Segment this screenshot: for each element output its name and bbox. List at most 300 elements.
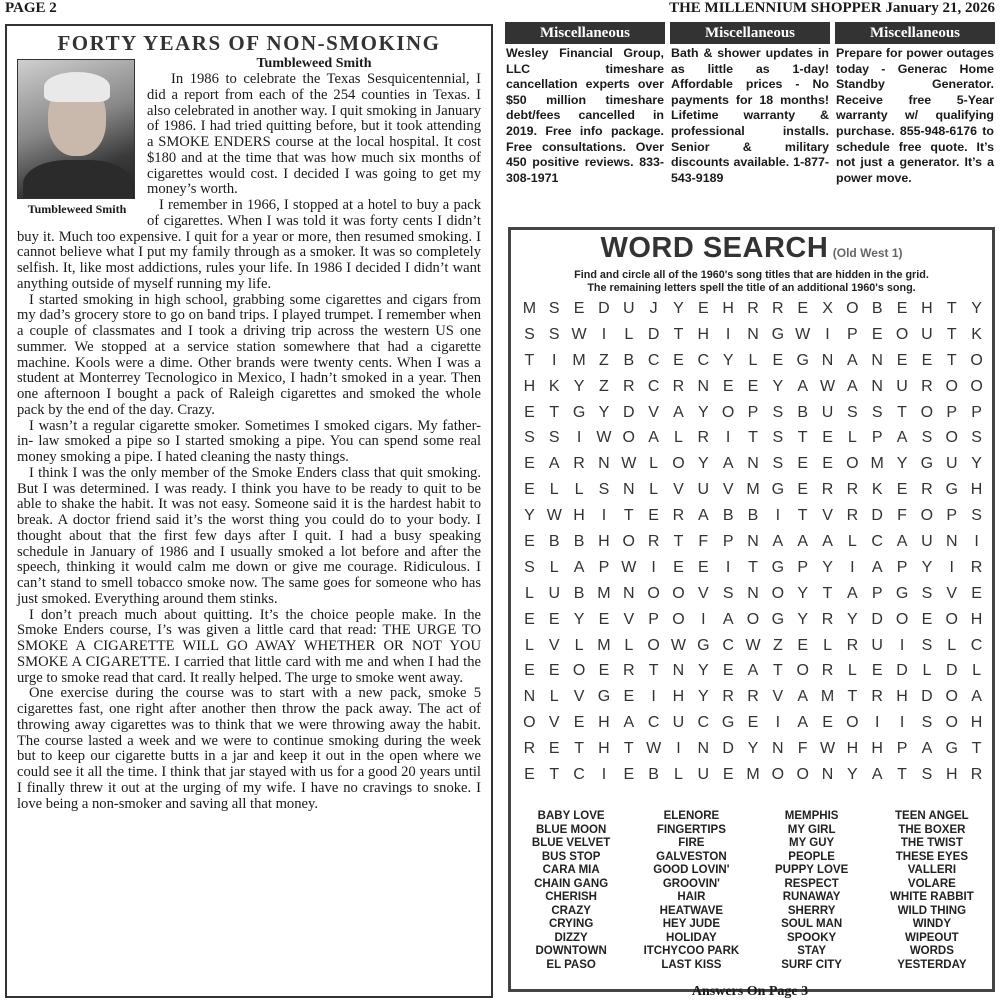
- grid-letter[interactable]: K: [871, 481, 883, 499]
- grid-letter[interactable]: E: [623, 688, 635, 706]
- grid-letter[interactable]: J: [649, 299, 658, 317]
- grid-letter[interactable]: N: [622, 481, 635, 499]
- grid-letter[interactable]: Y: [598, 403, 610, 421]
- grid-letter[interactable]: R: [672, 377, 685, 395]
- grid-letter[interactable]: S: [598, 481, 610, 499]
- grid-letter[interactable]: P: [747, 403, 759, 421]
- grid-letter[interactable]: I: [601, 765, 607, 783]
- grid-letter[interactable]: Y: [722, 351, 734, 369]
- grid-letter[interactable]: H: [846, 740, 859, 758]
- grid-letter[interactable]: Y: [524, 507, 535, 525]
- grid-letter[interactable]: A: [971, 688, 982, 706]
- grid-letter[interactable]: V: [697, 584, 709, 602]
- grid-letter[interactable]: E: [797, 481, 809, 499]
- grid-letter[interactable]: Y: [697, 403, 709, 421]
- grid-letter[interactable]: I: [601, 507, 607, 525]
- grid-letter[interactable]: O: [672, 610, 685, 628]
- grid-letter[interactable]: R: [921, 377, 933, 395]
- grid-letter[interactable]: D: [598, 299, 610, 317]
- grid-letter[interactable]: E: [971, 584, 982, 602]
- grid-letter[interactable]: R: [846, 507, 859, 525]
- grid-letter[interactable]: M: [597, 636, 611, 654]
- grid-letter[interactable]: P: [847, 325, 858, 343]
- grid-letter[interactable]: Y: [697, 455, 709, 473]
- grid-letter[interactable]: S: [548, 299, 560, 317]
- grid-letter[interactable]: I: [676, 740, 681, 758]
- grid-letter[interactable]: A: [871, 558, 883, 576]
- grid-letter[interactable]: R: [722, 688, 734, 706]
- grid-letter[interactable]: O: [846, 455, 859, 473]
- grid-letter[interactable]: E: [722, 662, 734, 680]
- grid-letter[interactable]: U: [896, 377, 908, 395]
- grid-letter[interactable]: Y: [971, 299, 982, 317]
- grid-letter[interactable]: G: [572, 403, 586, 421]
- grid-letter[interactable]: E: [524, 662, 535, 680]
- grid-letter[interactable]: H: [598, 532, 610, 550]
- grid-letter[interactable]: W: [646, 740, 662, 758]
- grid-letter[interactable]: V: [573, 688, 585, 706]
- grid-letter[interactable]: Y: [673, 299, 684, 317]
- grid-letter[interactable]: P: [797, 558, 809, 576]
- grid-letter[interactable]: E: [722, 377, 734, 395]
- grid-letter[interactable]: L: [549, 688, 559, 706]
- grid-letter[interactable]: S: [971, 507, 982, 525]
- grid-letter[interactable]: Z: [599, 351, 609, 369]
- grid-letter[interactable]: E: [548, 610, 560, 628]
- grid-letter[interactable]: N: [747, 325, 759, 343]
- grid-letter[interactable]: P: [722, 532, 734, 550]
- grid-letter[interactable]: O: [970, 377, 983, 395]
- grid-letter[interactable]: T: [797, 507, 808, 525]
- grid-letter[interactable]: B: [648, 765, 659, 783]
- grid-letter[interactable]: P: [896, 740, 908, 758]
- grid-letter[interactable]: C: [970, 636, 983, 654]
- grid-letter[interactable]: L: [922, 662, 932, 680]
- grid-letter[interactable]: V: [822, 507, 833, 525]
- grid-letter[interactable]: T: [549, 403, 560, 421]
- grid-letter[interactable]: A: [722, 455, 734, 473]
- grid-letter[interactable]: T: [946, 351, 957, 369]
- grid-letter[interactable]: I: [701, 610, 706, 628]
- grid-letter[interactable]: E: [648, 507, 659, 525]
- grid-letter[interactable]: T: [946, 325, 957, 343]
- grid-letter[interactable]: I: [725, 558, 731, 576]
- grid-letter[interactable]: Y: [797, 610, 809, 628]
- grid-letter[interactable]: E: [822, 429, 833, 447]
- grid-letter[interactable]: I: [825, 325, 830, 343]
- grid-letter[interactable]: G: [771, 558, 785, 576]
- grid-letter[interactable]: C: [697, 714, 710, 732]
- grid-letter[interactable]: Y: [921, 558, 933, 576]
- grid-letter[interactable]: U: [945, 455, 958, 473]
- grid-letter[interactable]: I: [899, 636, 905, 654]
- grid-letter[interactable]: W: [621, 558, 637, 576]
- grid-letter[interactable]: D: [871, 610, 883, 628]
- grid-letter[interactable]: N: [871, 377, 883, 395]
- grid-letter[interactable]: S: [524, 429, 535, 447]
- grid-letter[interactable]: I: [601, 325, 607, 343]
- grid-letter[interactable]: S: [524, 558, 535, 576]
- grid-letter[interactable]: E: [524, 610, 535, 628]
- grid-letter[interactable]: E: [598, 610, 610, 628]
- grid-letter[interactable]: S: [921, 636, 933, 654]
- grid-letter[interactable]: R: [821, 481, 834, 499]
- grid-letter[interactable]: H: [970, 610, 983, 628]
- grid-letter[interactable]: C: [722, 636, 734, 654]
- grid-letter[interactable]: O: [945, 714, 958, 732]
- grid-letter[interactable]: R: [970, 558, 983, 576]
- grid-letter[interactable]: I: [576, 429, 582, 447]
- grid-letter[interactable]: O: [771, 765, 785, 783]
- grid-letter[interactable]: B: [573, 532, 585, 550]
- grid-letter[interactable]: E: [524, 481, 535, 499]
- grid-letter[interactable]: G: [895, 584, 909, 602]
- grid-letter[interactable]: R: [622, 377, 635, 395]
- grid-letter[interactable]: R: [697, 429, 710, 447]
- grid-letter[interactable]: H: [722, 299, 734, 317]
- grid-letter[interactable]: L: [649, 455, 659, 473]
- grid-letter[interactable]: O: [920, 507, 934, 525]
- grid-letter[interactable]: U: [622, 299, 635, 317]
- grid-letter[interactable]: G: [721, 714, 735, 732]
- grid-letter[interactable]: W: [795, 325, 811, 343]
- grid-letter[interactable]: Z: [599, 377, 609, 395]
- grid-letter[interactable]: A: [772, 532, 784, 550]
- grid-letter[interactable]: E: [896, 351, 908, 369]
- grid-letter[interactable]: L: [847, 532, 857, 550]
- grid-letter[interactable]: E: [697, 299, 709, 317]
- grid-letter[interactable]: H: [921, 299, 933, 317]
- grid-letter[interactable]: O: [945, 688, 958, 706]
- grid-letter[interactable]: U: [921, 325, 933, 343]
- grid-letter[interactable]: A: [847, 377, 858, 395]
- grid-letter[interactable]: E: [722, 765, 734, 783]
- grid-letter[interactable]: E: [797, 636, 809, 654]
- grid-letter[interactable]: O: [721, 403, 735, 421]
- grid-letter[interactable]: P: [946, 507, 958, 525]
- grid-letter[interactable]: L: [524, 636, 534, 654]
- grid-letter[interactable]: R: [846, 481, 859, 499]
- grid-letter[interactable]: L: [524, 584, 534, 602]
- grid-letter[interactable]: R: [672, 507, 685, 525]
- grid-letter[interactable]: A: [896, 532, 908, 550]
- grid-letter[interactable]: N: [747, 584, 759, 602]
- grid-letter[interactable]: P: [871, 429, 883, 447]
- grid-letter[interactable]: Y: [971, 455, 982, 473]
- grid-letter[interactable]: R: [747, 299, 759, 317]
- grid-letter[interactable]: S: [971, 429, 982, 447]
- grid-letter[interactable]: R: [921, 481, 933, 499]
- grid-letter[interactable]: O: [970, 351, 983, 369]
- grid-letter[interactable]: X: [822, 299, 833, 317]
- grid-letter[interactable]: E: [822, 714, 833, 732]
- grid-letter[interactable]: B: [573, 584, 585, 602]
- grid-letter[interactable]: A: [847, 351, 858, 369]
- grid-letter[interactable]: E: [524, 765, 535, 783]
- grid-letter[interactable]: E: [921, 351, 933, 369]
- grid-letter[interactable]: A: [722, 610, 734, 628]
- grid-letter[interactable]: U: [672, 714, 685, 732]
- grid-letter[interactable]: B: [747, 507, 759, 525]
- grid-letter[interactable]: R: [647, 532, 660, 550]
- grid-letter[interactable]: E: [598, 662, 610, 680]
- grid-letter[interactable]: T: [822, 584, 833, 602]
- grid-letter[interactable]: T: [897, 765, 907, 783]
- grid-letter[interactable]: W: [819, 377, 836, 395]
- grid-letter[interactable]: S: [548, 429, 560, 447]
- grid-letter[interactable]: R: [772, 299, 784, 317]
- grid-letter[interactable]: U: [548, 584, 561, 602]
- grid-letter[interactable]: P: [648, 610, 659, 628]
- grid-letter[interactable]: R: [747, 688, 759, 706]
- grid-letter[interactable]: E: [896, 299, 908, 317]
- grid-letter[interactable]: R: [523, 740, 536, 758]
- grid-letter[interactable]: H: [945, 765, 958, 783]
- grid-letter[interactable]: L: [847, 429, 857, 447]
- grid-letter[interactable]: S: [847, 403, 858, 421]
- grid-letter[interactable]: G: [945, 740, 958, 758]
- grid-letter[interactable]: Y: [772, 377, 784, 395]
- grid-letter[interactable]: A: [896, 429, 908, 447]
- grid-letter[interactable]: L: [748, 351, 758, 369]
- grid-letter[interactable]: H: [970, 481, 983, 499]
- grid-letter[interactable]: A: [548, 455, 560, 473]
- grid-letter[interactable]: M: [597, 584, 611, 602]
- grid-letter[interactable]: T: [648, 662, 659, 680]
- grid-letter[interactable]: P: [946, 403, 958, 421]
- grid-letter[interactable]: B: [548, 532, 560, 550]
- grid-letter[interactable]: D: [945, 662, 958, 680]
- grid-letter[interactable]: V: [648, 403, 659, 421]
- grid-letter[interactable]: E: [524, 532, 535, 550]
- grid-letter[interactable]: E: [797, 455, 809, 473]
- grid-letter[interactable]: W: [621, 455, 637, 473]
- grid-letter[interactable]: C: [647, 714, 660, 732]
- grid-letter[interactable]: E: [573, 714, 585, 732]
- grid-letter[interactable]: T: [971, 740, 982, 758]
- grid-letter[interactable]: R: [821, 662, 834, 680]
- grid-letter[interactable]: P: [598, 558, 610, 576]
- grid-letter[interactable]: V: [946, 584, 958, 602]
- grid-letter[interactable]: O: [523, 714, 536, 732]
- grid-letter[interactable]: H: [970, 714, 983, 732]
- grid-letter[interactable]: R: [970, 765, 983, 783]
- grid-letter[interactable]: O: [945, 377, 958, 395]
- grid-letter[interactable]: S: [921, 765, 933, 783]
- grid-letter[interactable]: U: [697, 765, 710, 783]
- grid-letter[interactable]: L: [624, 636, 634, 654]
- grid-letter[interactable]: I: [949, 558, 954, 576]
- grid-letter[interactable]: A: [797, 377, 809, 395]
- grid-letter[interactable]: D: [871, 507, 883, 525]
- grid-letter[interactable]: D: [896, 662, 908, 680]
- grid-letter[interactable]: L: [947, 636, 957, 654]
- grid-letter[interactable]: E: [871, 325, 883, 343]
- grid-letter[interactable]: T: [524, 351, 535, 369]
- grid-letter[interactable]: S: [772, 455, 784, 473]
- grid-letter[interactable]: O: [945, 429, 958, 447]
- grid-letter[interactable]: D: [622, 403, 635, 421]
- grid-letter[interactable]: K: [971, 325, 982, 343]
- grid-letter[interactable]: Y: [573, 610, 585, 628]
- grid-letter[interactable]: V: [548, 714, 560, 732]
- grid-letter[interactable]: B: [871, 299, 883, 317]
- grid-letter[interactable]: O: [572, 662, 586, 680]
- grid-letter[interactable]: I: [850, 558, 855, 576]
- grid-letter[interactable]: N: [523, 688, 536, 706]
- grid-letter[interactable]: O: [920, 403, 934, 421]
- grid-letter[interactable]: D: [921, 688, 933, 706]
- grid-letter[interactable]: M: [870, 455, 884, 473]
- grid-letter[interactable]: N: [622, 584, 635, 602]
- grid-letter[interactable]: S: [921, 429, 933, 447]
- grid-letter[interactable]: L: [574, 636, 584, 654]
- grid-letter[interactable]: A: [747, 662, 759, 680]
- grid-letter[interactable]: E: [573, 299, 585, 317]
- grid-letter[interactable]: E: [623, 765, 635, 783]
- grid-letter[interactable]: W: [571, 325, 587, 343]
- grid-letter[interactable]: F: [797, 740, 808, 758]
- grid-letter[interactable]: U: [821, 403, 834, 421]
- grid-letter[interactable]: I: [725, 429, 731, 447]
- grid-letter[interactable]: I: [775, 507, 781, 525]
- grid-letter[interactable]: L: [549, 558, 559, 576]
- grid-letter[interactable]: T: [549, 765, 560, 783]
- grid-letter[interactable]: S: [921, 714, 933, 732]
- grid-letter[interactable]: A: [573, 558, 585, 576]
- grid-letter[interactable]: S: [524, 325, 535, 343]
- grid-letter[interactable]: D: [647, 325, 660, 343]
- grid-letter[interactable]: L: [649, 481, 659, 499]
- grid-letter[interactable]: G: [771, 610, 785, 628]
- grid-letter[interactable]: B: [623, 351, 635, 369]
- grid-letter[interactable]: C: [647, 377, 660, 395]
- grid-letter[interactable]: M: [746, 481, 760, 499]
- grid-letter[interactable]: L: [574, 481, 584, 499]
- grid-letter[interactable]: V: [772, 688, 784, 706]
- grid-letter[interactable]: U: [871, 636, 883, 654]
- grid-letter[interactable]: D: [722, 740, 734, 758]
- grid-letter[interactable]: I: [651, 558, 656, 576]
- grid-letter[interactable]: Y: [847, 610, 858, 628]
- grid-letter[interactable]: O: [622, 532, 635, 550]
- grid-letter[interactable]: O: [895, 610, 909, 628]
- grid-letter[interactable]: U: [697, 481, 710, 499]
- grid-letter[interactable]: R: [573, 455, 585, 473]
- grid-letter[interactable]: B: [722, 507, 734, 525]
- grid-letter[interactable]: V: [623, 610, 635, 628]
- grid-letter[interactable]: G: [920, 455, 934, 473]
- grid-letter[interactable]: R: [622, 662, 635, 680]
- grid-letter[interactable]: H: [523, 377, 536, 395]
- grid-letter[interactable]: P: [896, 558, 908, 576]
- grid-letter[interactable]: T: [748, 429, 758, 447]
- grid-letter[interactable]: A: [797, 688, 809, 706]
- grid-letter[interactable]: Y: [822, 558, 833, 576]
- grid-letter[interactable]: G: [945, 481, 958, 499]
- grid-letter[interactable]: C: [871, 532, 883, 550]
- grid-letter[interactable]: H: [871, 740, 883, 758]
- grid-letter[interactable]: W: [596, 429, 612, 447]
- grid-letter[interactable]: L: [549, 481, 559, 499]
- grid-letter[interactable]: L: [823, 636, 832, 654]
- grid-letter[interactable]: N: [598, 455, 610, 473]
- grid-letter[interactable]: T: [897, 403, 907, 421]
- grid-letter[interactable]: O: [672, 584, 685, 602]
- grid-letter[interactable]: W: [745, 636, 761, 654]
- grid-letter[interactable]: G: [697, 636, 710, 654]
- grid-letter[interactable]: H: [896, 688, 908, 706]
- grid-letter[interactable]: O: [846, 299, 859, 317]
- grid-letter[interactable]: S: [772, 429, 784, 447]
- grid-letter[interactable]: O: [746, 610, 760, 628]
- grid-letter[interactable]: O: [796, 662, 809, 680]
- grid-letter[interactable]: K: [548, 377, 560, 395]
- grid-letter[interactable]: M: [572, 351, 586, 369]
- grid-letter[interactable]: C: [697, 351, 710, 369]
- grid-letter[interactable]: N: [672, 662, 685, 680]
- grid-letter[interactable]: P: [971, 403, 982, 421]
- grid-letter[interactable]: E: [673, 558, 684, 576]
- grid-letter[interactable]: A: [797, 532, 809, 550]
- grid-letter[interactable]: O: [647, 584, 660, 602]
- grid-letter[interactable]: O: [771, 584, 785, 602]
- grid-letter[interactable]: T: [797, 429, 808, 447]
- grid-letter[interactable]: V: [548, 636, 560, 654]
- grid-letter[interactable]: E: [697, 558, 709, 576]
- grid-letter[interactable]: T: [623, 740, 634, 758]
- grid-letter[interactable]: N: [871, 351, 883, 369]
- grid-letter[interactable]: E: [921, 610, 933, 628]
- grid-letter[interactable]: I: [725, 325, 731, 343]
- grid-letter[interactable]: T: [574, 740, 584, 758]
- grid-letter[interactable]: Y: [697, 688, 709, 706]
- grid-letter[interactable]: E: [822, 455, 833, 473]
- grid-letter[interactable]: O: [672, 455, 685, 473]
- grid-letter[interactable]: T: [673, 325, 684, 343]
- grid-letter[interactable]: G: [771, 481, 785, 499]
- grid-letter[interactable]: S: [871, 403, 883, 421]
- grid-letter[interactable]: I: [552, 351, 557, 369]
- grid-letter[interactable]: E: [673, 351, 684, 369]
- grid-letter[interactable]: E: [871, 662, 883, 680]
- grid-letter[interactable]: M: [522, 299, 537, 317]
- grid-letter[interactable]: A: [871, 765, 883, 783]
- grid-letter[interactable]: Y: [797, 584, 809, 602]
- grid-letter[interactable]: H: [697, 325, 710, 343]
- grid-letter[interactable]: S: [548, 325, 560, 343]
- grid-letter[interactable]: N: [747, 532, 759, 550]
- grid-letter[interactable]: H: [672, 688, 685, 706]
- grid-letter[interactable]: I: [974, 532, 979, 550]
- grid-letter[interactable]: T: [772, 662, 783, 680]
- grid-letter[interactable]: Y: [697, 662, 709, 680]
- grid-letter[interactable]: S: [921, 584, 933, 602]
- grid-letter[interactable]: Y: [747, 740, 759, 758]
- grid-letter[interactable]: E: [548, 740, 560, 758]
- grid-letter[interactable]: L: [674, 429, 683, 447]
- grid-letter[interactable]: G: [796, 351, 809, 369]
- grid-letter[interactable]: T: [748, 558, 758, 576]
- grid-letter[interactable]: E: [548, 662, 560, 680]
- grid-letter[interactable]: C: [647, 351, 660, 369]
- grid-letter[interactable]: E: [524, 455, 535, 473]
- grid-letter[interactable]: E: [896, 481, 908, 499]
- grid-letter[interactable]: A: [697, 507, 709, 525]
- grid-letter[interactable]: N: [821, 351, 834, 369]
- grid-letter[interactable]: W: [670, 636, 687, 654]
- grid-letter[interactable]: H: [573, 507, 585, 525]
